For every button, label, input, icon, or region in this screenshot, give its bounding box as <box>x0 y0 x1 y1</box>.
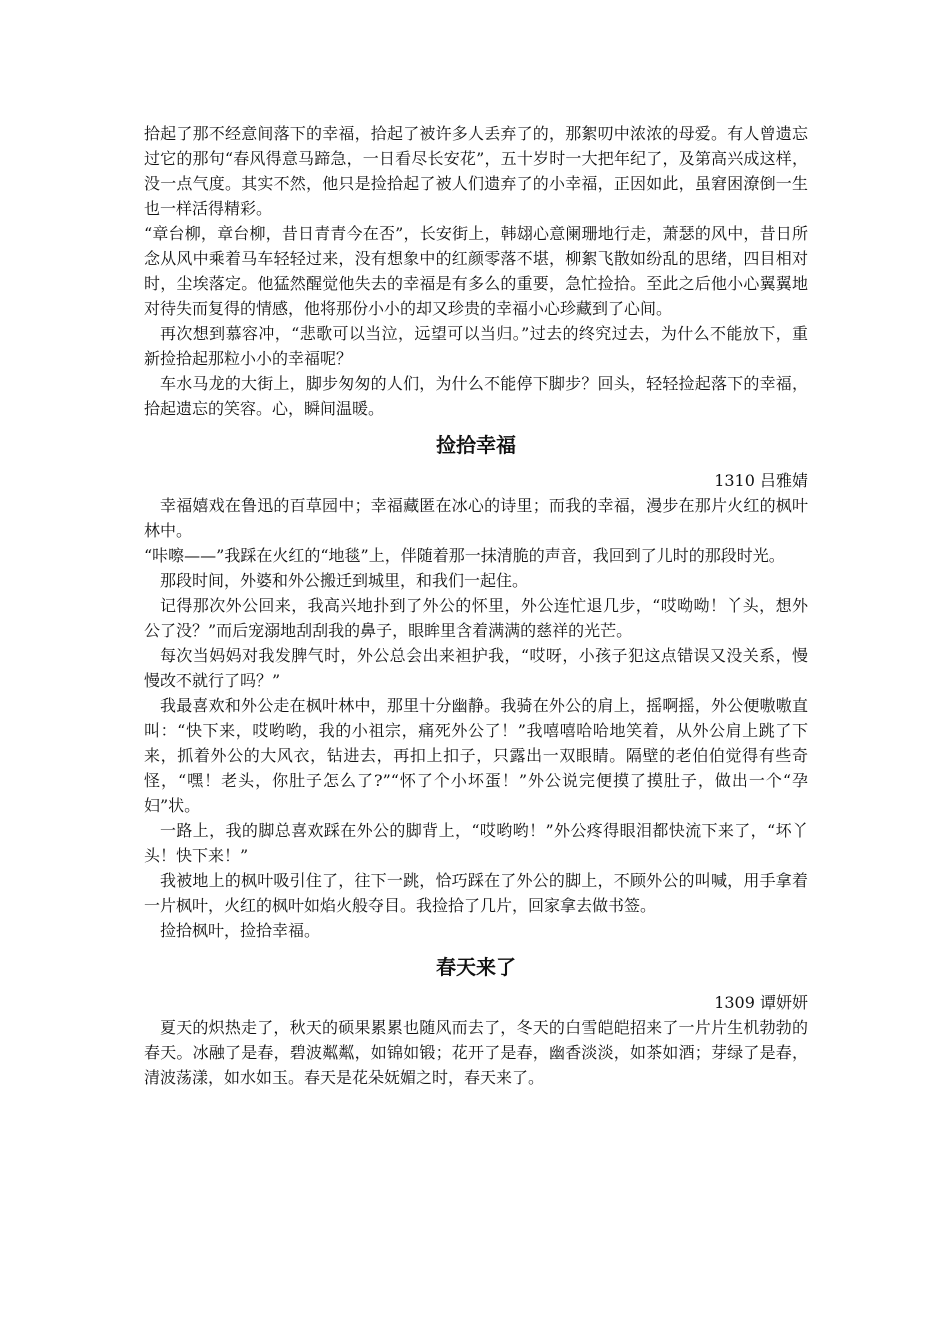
body-paragraph: 我被地上的枫叶吸引住了，往下一跳，恰巧踩在了外公的脚上，不顾外公的叫喊，用手拿着一片枫叶，火红的枫叶如焰火般夺目。我捡拾了几片，回家拿去做书签。 <box>144 871 808 915</box>
body-paragraph: 幸福嬉戏在鲁迅的百草园中；幸福藏匿在冰心的诗里；而我的幸福，漫步在那片火红的枫叶林中。 <box>144 496 808 540</box>
body-paragraph: 再次想到慕容冲，“悲歌可以当泣，远望可以当归。”过去的终究过去，为什么不能放下，重新捡拾起那粒小小的幸福呢？ <box>144 324 808 368</box>
body-paragraph: “咔嚓——”我踩在火红的“地毯”上，伴随着那一抹清脆的声音，我回到了儿时的那段时光。 <box>144 546 785 565</box>
body-paragraph: “章台柳，章台柳，昔日青青今在否”，长安街上，韩翃心意阑珊地行走，萧瑟的风中，昔日所念从风中乘着马车轻轻过来，没有想象中的红颜零落不堪，柳絮飞散如纷乱的思绪，四目相对时，尘埃落定。他猛然醒觉他失去的幸福是有多么的重要，急忙捡拾。至此之后他小心翼翼地对待失而复得的情感，他将那份小小的却又珍贵的幸福小心珍藏到了心间。 <box>144 224 808 318</box>
body-paragraph: 车水马龙的大街上，脚步匆匆的人们，为什么不能停下脚步？回头，轻轻捡起落下的幸福，拾起遗忘的笑容。心，瞬间温暖。 <box>144 374 808 418</box>
body-paragraph: 夏天的炽热走了，秋天的硕果累累也随风而去了，冬天的白雪皑皑招来了一片片生机勃勃的春天。冰融了是春，碧波粼粼，如锦如锻；花开了是春，幽香淡淡，如茶如酒；芽绿了是春，清波荡漾，如水如玉。春天是花朵妩媚之时，春天来了。 <box>144 1018 808 1087</box>
body-paragraph: 拾起了那不经意间落下的幸福，拾起了被许多人丢弃了的，那絮叨中浓浓的母爱。有人曾遗忘过它的那句“春风得意马蹄急，一日看尽长安花”，五十岁时一大把年纪了，及第高兴成这样，没一点气度。其实不然，他只是捡拾起了被人们遗弃了的小幸福，正因如此，虽窘困潦倒一生也一样活得精彩。 <box>144 124 808 218</box>
essay-section-continued <box>144 121 808 421</box>
essay-author: 1309 谭妍妍 <box>714 993 808 1012</box>
document-page <box>144 121 808 1090</box>
body-paragraph: 我最喜欢和外公走在枫叶林中，那里十分幽静。我骑在外公的肩上，摇啊摇，外公便嗷嗷直叫：“快下来，哎哟哟，我的小祖宗，痛死外公了！”我嘻嘻哈哈地笑着，从外公肩上跳了下来，抓着外公的大风衣，钻进去，再扣上扣子，只露出一双眼睛。隔壁的老伯伯觉得有些奇怪，“嘿！老头，你肚子怎么了?”“怀了个小坏蛋！”外公说完便摸了摸肚子，做出一个“孕妇”状。 <box>144 696 808 815</box>
body-paragraph: 记得那次外公回来，我高兴地扑到了外公的怀里，外公连忙退几步，“哎呦呦！丫头，想外公了没？”而后宠溺地刮刮我的鼻子，眼眸里含着满满的慈祥的光芒。 <box>144 596 808 640</box>
essay-title: 捡拾幸福 <box>436 433 516 457</box>
essay-section-chuntian-laile <box>144 943 808 1090</box>
essay-section-jianshi-xingfu <box>144 421 808 943</box>
body-paragraph: 那段时间，外婆和外公搬迁到城里，和我们一起住。 <box>160 571 529 590</box>
essay-author: 1310 吕雅婧 <box>714 471 808 490</box>
essay-title: 春天来了 <box>436 955 516 979</box>
body-paragraph: 捡拾枫叶，捡拾幸福。 <box>160 921 321 940</box>
body-paragraph: 每次当妈妈对我发脾气时，外公总会出来袒护我，“哎呀，小孩子犯这点错误又没关系，慢慢改不就行了吗？” <box>144 646 808 690</box>
body-paragraph: 一路上，我的脚总喜欢踩在外公的脚背上，“哎哟哟！”外公疼得眼泪都快流下来了，“坏丫头！快下来！” <box>144 821 808 865</box>
